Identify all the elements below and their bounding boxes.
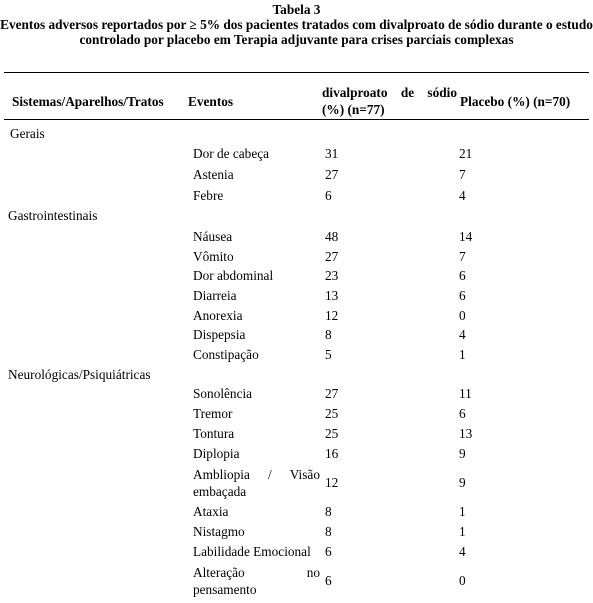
divalproex-cell: 12 [325,308,339,323]
divalproex-cell: 12 [325,475,339,490]
header-placebo: Placebo (%) (n=70) [460,94,571,109]
table-title: Tabela 3 [272,2,321,17]
event-cell: Tontura [193,426,235,441]
table-row [0,504,593,520]
event-cell: Vômito [193,249,234,264]
divalproex-cell: 8 [325,524,332,539]
event-cell [193,564,320,598]
divalproex-cell: 5 [325,347,332,362]
event-cell: Constipação [193,347,259,362]
divalproex-cell: 6 [325,573,332,588]
placebo-cell: 7 [459,167,466,182]
divalproex-cell: 8 [325,504,332,519]
placebo-cell: 4 [459,327,466,342]
divalproex-cell: 13 [325,288,339,303]
table-row [0,426,593,442]
table-row [0,308,593,324]
divalproex-cell: 25 [325,426,339,441]
placebo-cell: 6 [459,268,466,283]
event-cell: Febre [193,188,224,203]
table-top-rule [4,72,589,73]
placebo-cell: 4 [459,188,466,203]
event-cell: Nistagmo [193,524,245,539]
table-row [0,564,593,598]
header-system: Sistemas/Aparelhos/Tratos [12,94,164,109]
header-bottom-rule [4,119,589,120]
event-cell: Diplopia [193,446,240,461]
placebo-cell: 1 [459,347,466,362]
event-cell: Labilidade Emocional [193,544,311,559]
event-word: / [267,467,272,482]
event-line2: embaçada [193,484,247,499]
group-label-neurologicas: Neurológicas/Psiquiátricas [8,367,151,382]
event-cell: Astenia [193,167,234,182]
header-event: Eventos [188,94,234,109]
table-row [0,146,593,162]
event-cell: Ataxia [193,504,229,519]
event-cell: Dor abdominal [193,268,274,283]
divalproex-cell: 31 [325,146,339,161]
event-word: no [306,565,320,580]
event-word: Alteração [193,565,245,580]
table-row [0,524,593,540]
placebo-cell: 6 [459,406,466,421]
table-row [0,268,593,284]
event-cell [193,466,320,500]
table-row [0,446,593,462]
table-row [0,188,593,204]
divalproex-cell: 6 [325,188,332,203]
divalproex-cell: 27 [325,386,339,401]
event-word: Ambliopia [193,467,250,482]
placebo-cell: 6 [459,288,466,303]
divalproex-cell: 27 [325,167,339,182]
placebo-cell: 9 [459,475,466,490]
event-cell: Náusea [193,229,233,244]
event-cell: Diarreia [193,288,237,303]
event-cell: Sonolência [193,386,253,401]
placebo-cell: 1 [459,524,466,539]
divalproex-cell: 16 [325,446,339,461]
divalproex-cell: 48 [325,229,339,244]
event-line2: pensamento [193,582,257,597]
event-cell: Tremor [193,406,233,421]
table-row [0,347,593,363]
table-row [0,167,593,183]
placebo-cell: 13 [459,426,473,441]
table-row [0,229,593,245]
header-divalproex: divalproato de sódio (%) (n=77) [322,85,457,117]
event-cell: Dor de cabeça [193,146,270,161]
placebo-cell: 0 [459,573,466,588]
placebo-cell: 9 [459,446,466,461]
event-cell: Dispepsia [193,327,246,342]
event-word: Visão [289,467,320,482]
table-row [0,288,593,304]
divalproex-cell: 8 [325,327,332,342]
placebo-cell: 21 [459,146,473,161]
table-row [0,386,593,402]
placebo-cell: 4 [459,544,466,559]
divalproex-cell: 27 [325,249,339,264]
table-row [0,249,593,265]
group-label-gastrointestinais: Gastrointestinais [8,208,98,223]
divalproex-cell: 23 [325,268,339,283]
placebo-cell: 14 [459,229,473,244]
table-row [0,466,593,500]
event-cell: Anorexia [193,308,243,323]
placebo-cell: 1 [459,504,466,519]
group-label-gerais: Gerais [10,126,45,141]
placebo-cell: 7 [459,249,466,264]
table-description: Eventos adversos reportados por ≥ 5% dos pacientes tratados com divalproato de sódio durante o estudo controlado por placebo em Terapia adjuvante para crises parciais complexas [0,17,593,47]
table-row [0,327,593,343]
divalproex-cell: 6 [325,544,332,559]
divalproex-cell: 25 [325,406,339,421]
table-row [0,406,593,422]
placebo-cell: 0 [459,308,466,323]
placebo-cell: 11 [459,386,472,401]
table-row [0,544,593,560]
table-caption [0,2,593,47]
